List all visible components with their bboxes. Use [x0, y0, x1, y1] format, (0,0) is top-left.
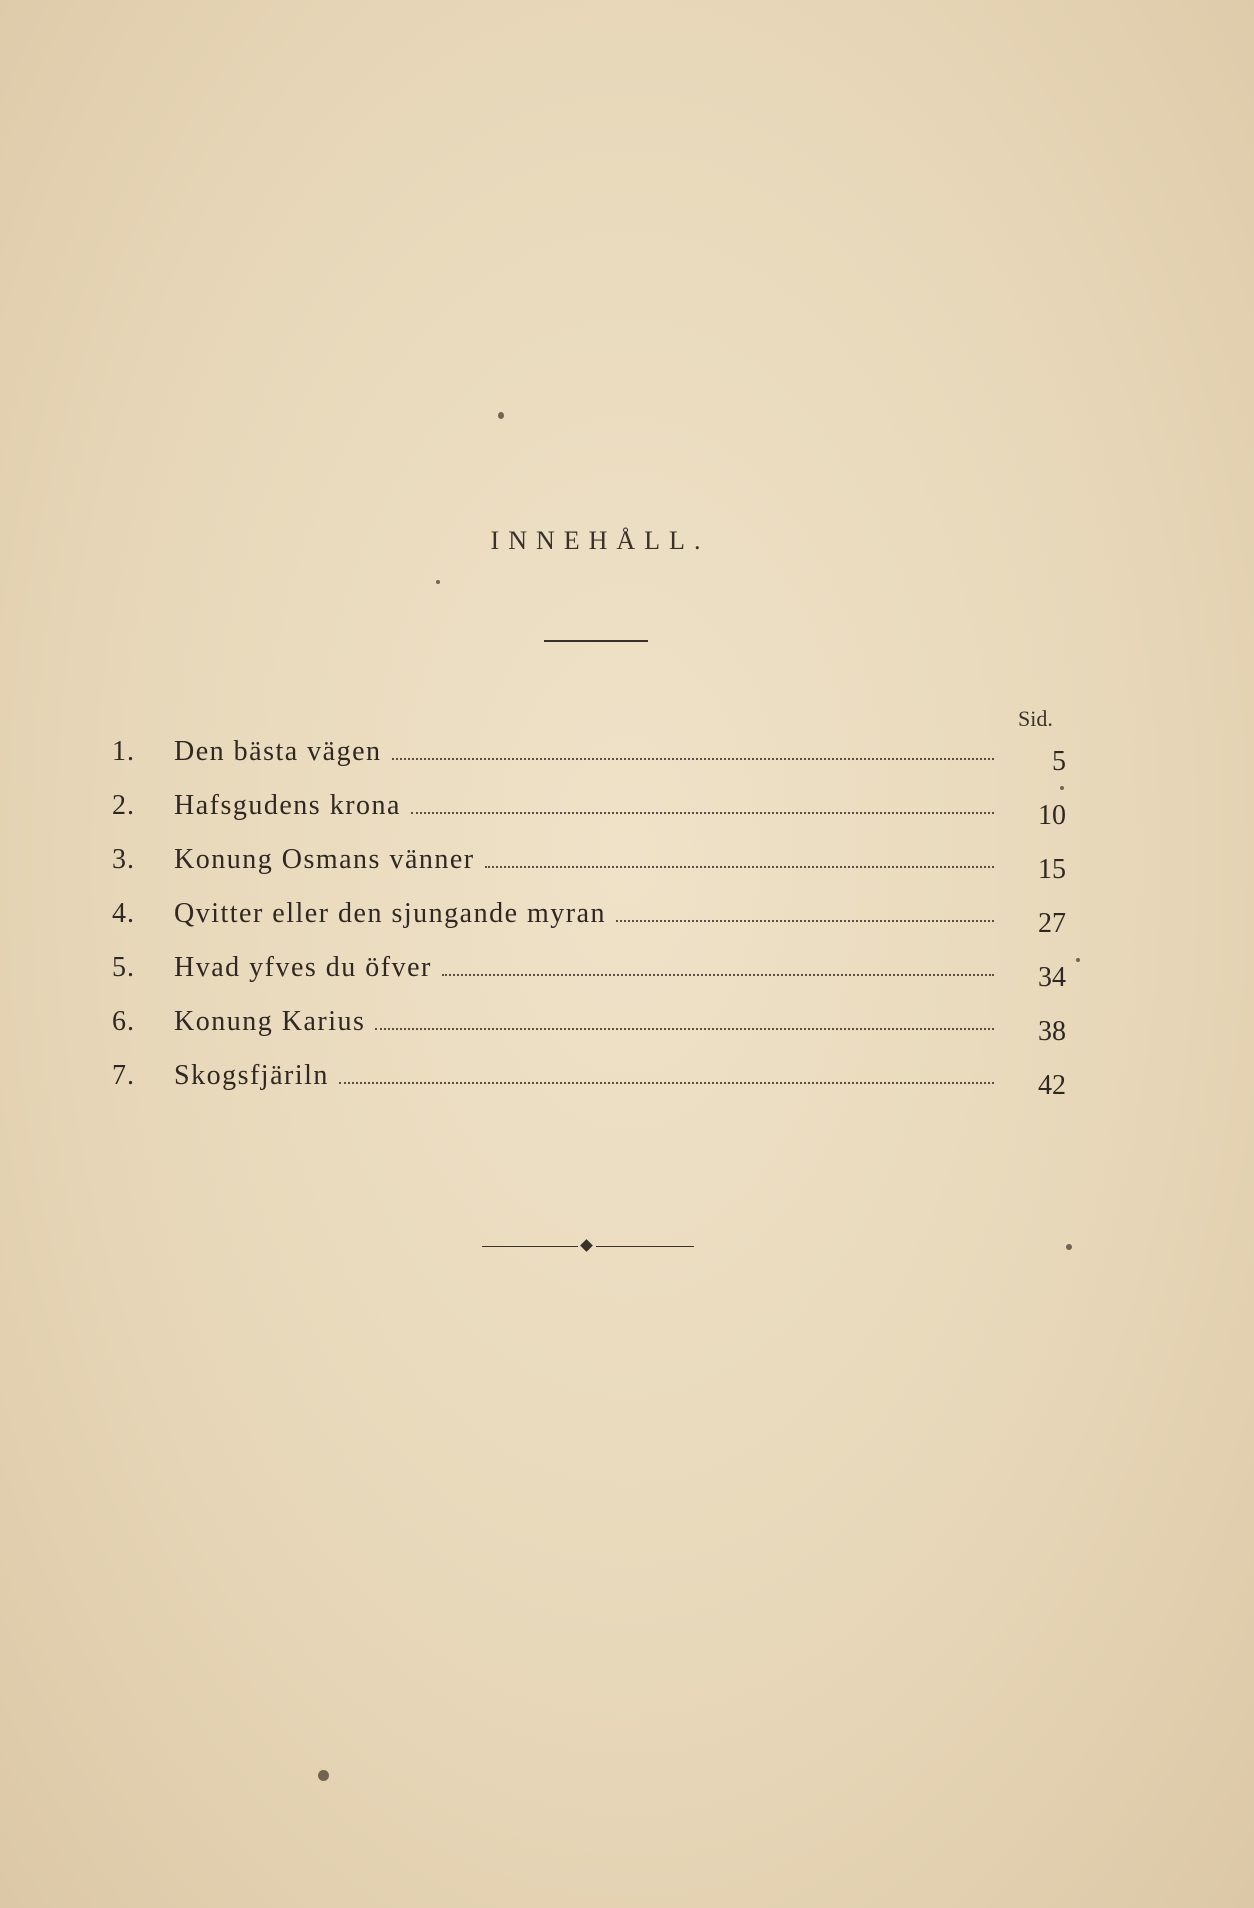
toc-entry-number: 4. [112, 898, 135, 929]
toc-entry-number: 3. [112, 844, 135, 875]
toc-entry-number: 5. [112, 952, 135, 983]
ornament-rule-left [482, 1246, 578, 1247]
dot-leader [375, 1028, 994, 1030]
paper-speck [1066, 1244, 1072, 1250]
dot-leader [411, 812, 994, 814]
toc-entry-page: 42 [1038, 1070, 1066, 1101]
table-of-contents [112, 736, 1072, 1114]
dot-leader [392, 758, 994, 760]
toc-entry-page: 5 [1052, 746, 1066, 777]
toc-entry-title: Hvad yfves du öfver [174, 952, 432, 983]
toc-entry-page: 27 [1038, 908, 1066, 939]
page-title: INNEHÅLL. [490, 526, 710, 555]
toc-entry-number: 1. [112, 736, 135, 767]
page-column-label: Sid. [1018, 706, 1053, 731]
dot-leader [616, 920, 994, 922]
toc-entry [112, 1060, 1072, 1114]
toc-entry [112, 790, 1072, 844]
toc-entry [112, 952, 1072, 1006]
toc-entry-title: Qvitter eller den sjungande myran [174, 898, 607, 929]
paper-speck [1076, 958, 1080, 962]
diamond-icon [580, 1239, 593, 1252]
toc-entry-number: 2. [112, 790, 135, 821]
toc-entry-page: 15 [1038, 854, 1066, 885]
toc-entry-title: Hafsgudens krona [174, 790, 401, 821]
toc-entry-page: 10 [1038, 800, 1066, 831]
dot-leader [339, 1082, 994, 1084]
toc-entry-page: 34 [1038, 962, 1066, 993]
toc-entry-number: 6. [112, 1006, 135, 1037]
toc-entry-title: Konung Karius [174, 1006, 366, 1037]
paper-speck [318, 1770, 329, 1781]
dot-leader [485, 866, 994, 868]
toc-entry [112, 1006, 1072, 1060]
title-rule [544, 640, 648, 642]
closing-ornament [482, 1240, 694, 1252]
toc-entry-title: Konung Osmans vänner [174, 844, 475, 875]
toc-entry [112, 736, 1072, 790]
toc-entry-title: Den bästa vägen [174, 736, 382, 767]
dot-leader [442, 974, 994, 976]
toc-entry-number: 7. [112, 1060, 135, 1091]
toc-entry [112, 844, 1072, 898]
toc-entry-page: 38 [1038, 1016, 1066, 1047]
paper-speck [498, 412, 504, 419]
paper-speck [436, 580, 440, 584]
toc-entry [112, 898, 1072, 952]
ornament-rule-right [596, 1246, 694, 1247]
toc-entry-title: Skogsfjäriln [174, 1060, 329, 1091]
